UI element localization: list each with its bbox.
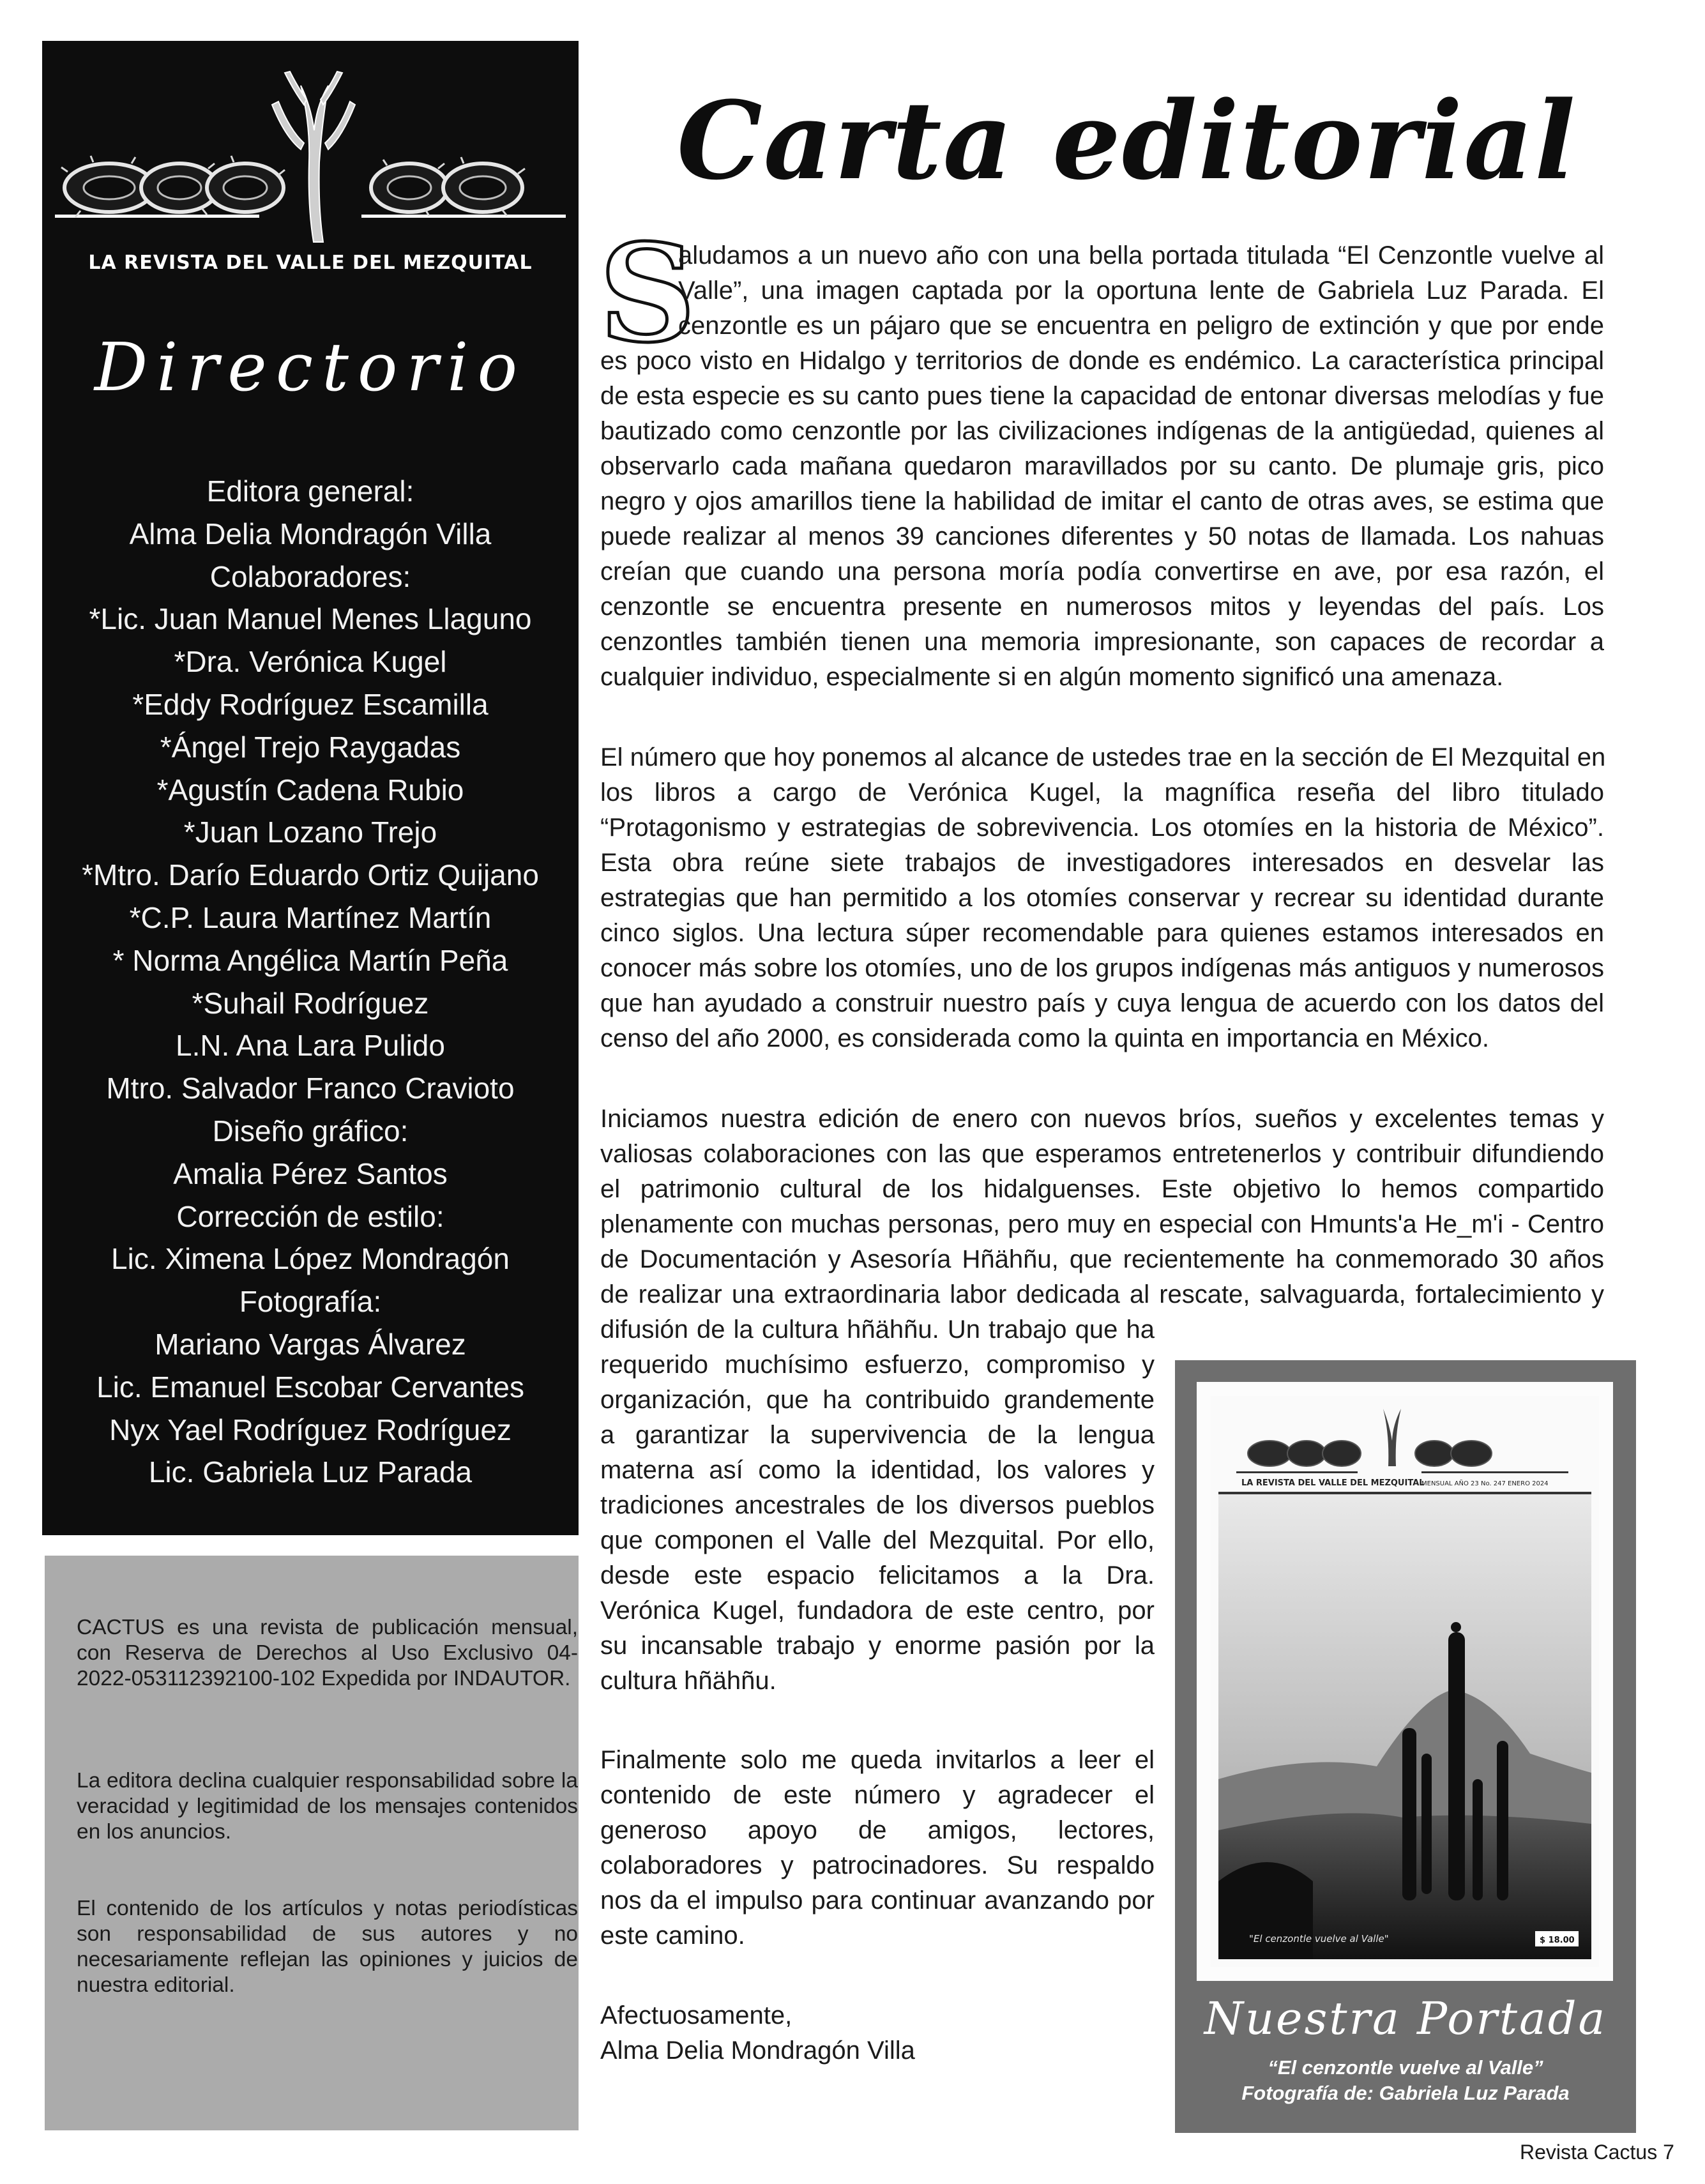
cover-image — [1211, 1396, 1599, 1967]
article-line: estrategias que han permitido a los otomíes conservar y recrear su identidad durante — [600, 884, 1604, 912]
article-line: Alma Delia Mondragón Villa — [600, 2036, 915, 2065]
article-line: contenido de este número y agradecer el — [600, 1781, 1155, 1809]
cactus-logo-graphic — [42, 66, 579, 258]
article-line: creían que cuando una persona moría podía convertirse en ave, por esa razón, el — [600, 557, 1604, 586]
article-line: “Protagonismo y estrategias de sobrevivencia. Los otomíes en la historia de México”. — [600, 814, 1604, 842]
article-line: negro y ojos amarillos tiene la habilidad de imitar el canto de otras aves, se estima que — [600, 487, 1604, 515]
directory-list — [42, 470, 579, 1494]
article-line: cenzontles también tienen una memoria impresionante, son capaces de recordar a — [600, 628, 1604, 656]
article-line: El número que hoy ponemos al alcance de ustedes trae en la sección de El Mezquital en — [600, 743, 1606, 771]
directory-entry: Diseño gráfico: — [212, 1114, 409, 1148]
article-line: generoso apoyo de amigos, lectores, — [600, 1816, 1155, 1844]
directory-entry: *Dra. Verónica Kugel — [174, 645, 447, 679]
directory-entry: *C.P. Laura Martínez Martín — [129, 900, 492, 934]
article-line: cualquier individuo, especialmente si en algún momento significó una amenaza. — [600, 663, 1504, 691]
masthead-tagline: LA REVISTA DEL VALLE DEL MEZQUITAL — [88, 252, 533, 274]
article-line: materna así como la identidad, los valores y — [600, 1456, 1155, 1484]
article-line: conocer más sobre los otomíes, uno de los grupos indígenas más antiguos y numerosos — [600, 954, 1604, 982]
cover-price: $ 18.00 — [1540, 1936, 1575, 1945]
directory-entry: Amalia Pérez Santos — [173, 1156, 448, 1190]
directory-entry: *Agustín Cadena Rubio — [156, 773, 464, 807]
article-line: valiosas colaboraciones con las que esperamos entretenerlos y contribuir difundiendo — [600, 1140, 1604, 1168]
article-line: Iniciamos nuestra edición de enero con nuevos bríos, sueños y excelentes temas y — [600, 1105, 1604, 1133]
legal-paragraph-disclaimer: La editora declina cualquier responsabilidad sobre la veracidad y legitimidad de los mensajes contenidos en los anuncios. — [77, 1769, 578, 1844]
directory-entry: Mariano Vargas Álvarez — [155, 1327, 466, 1361]
cover-panel — [1175, 1360, 1636, 2133]
article-line: organización, que ha contribuido grandemente — [600, 1386, 1155, 1414]
directory-entry: *Eddy Rodríguez Escamilla — [132, 687, 489, 721]
article-line: desde este espacio felicitamos a la Dra. — [600, 1561, 1155, 1589]
article-line: difusión de la cultura hñähñu. Un trabajo que ha — [600, 1316, 1155, 1344]
legal-info-box — [45, 1556, 579, 2130]
cover-caption — [1175, 2055, 1636, 2106]
article-line: cenzontle se encuentra presente en numerosos mitos y leyendas del país. Los — [600, 593, 1604, 621]
article-line: que han ayudado a construir nuestro país y cuya lengua de acuerdo con los datos del — [600, 989, 1604, 1017]
drop-cap: S — [599, 215, 696, 372]
directory-entry: *Mtro. Darío Eduardo Ortiz Quijano — [82, 858, 539, 892]
directory-entry: * Norma Angélica Martín Peña — [112, 943, 508, 977]
legal-paragraph-responsibility: El contenido de los artículos y notas periodísticas son responsabilidad de sus autores y no necesariamente reflejan las opiniones y juicios de nuestra editorial. — [77, 1897, 578, 1997]
article-line: que componen el Valle del Mezquital. Por ello, — [600, 1526, 1155, 1554]
cover-caption-credit: Fotografía de: Gabriela Luz Parada — [1241, 2082, 1570, 2104]
article-line: cenzontle es un pájaro que se encuentra en peligro de extinción y que por ende — [678, 312, 1604, 340]
directory-entry: L.N. Ana Lara Pulido — [176, 1029, 445, 1063]
directory-entry: Lic. Gabriela Luz Parada — [148, 1455, 473, 1489]
legal-paragraph-publication: CACTUS es una revista de publicación mensual, con Reserva de Derechos al Uso Exclusivo 04-2022-053112392100-102 Expedida por INDAUTOR. — [77, 1616, 578, 1690]
article-line: de Documentación y Asesoría Hñähñu, que recientemente ha conmemorado 30 años — [600, 1245, 1604, 1273]
directory-entry: Alma Delia Mondragón Villa — [129, 517, 492, 550]
article-line: de realizar una extraordinaria labor dedicada al rescate, salvaguarda, fortalecimiento y — [600, 1280, 1604, 1308]
article-line: nos da el impulso para continuar avanzando por — [600, 1886, 1155, 1915]
article-line: Verónica Kugel, fundadora de este centro, por — [600, 1596, 1155, 1625]
directory-entry: Colaboradores: — [209, 559, 411, 593]
article-line: Esta obra reúne siete trabajos de investigadores interesados en desvelar las — [600, 849, 1604, 877]
directory-entry: Corrección de estilo: — [176, 1199, 444, 1233]
page-title: Carta editorial — [677, 77, 1577, 204]
directory-title: Directorio — [94, 328, 527, 406]
article-line: Finalmente solo me queda invitarlos a leer el — [600, 1746, 1155, 1774]
cover-issue: MENSUAL AÑO 23 No. 247 ENERO 2024 — [1421, 1480, 1549, 1487]
directory-entry: Lic. Emanuel Escobar Cervantes — [96, 1370, 524, 1404]
cover-tagline: LA REVISTA DEL VALLE DEL MEZQUITAL — [1241, 1478, 1425, 1488]
article-line: puede realizar al menos 39 canciones diferentes y 50 notas de llamada. Los nahuas — [600, 522, 1604, 550]
article-line: Afectuosamente, — [600, 2001, 792, 2029]
article-line: es poco visto en Hidalgo y territorios de donde es endémico. La característica principal — [600, 347, 1604, 375]
cover-section-title: Nuestra Portada — [1204, 1992, 1607, 2045]
article-line: cultura hñähñu. — [600, 1667, 777, 1695]
article-line: cinco siglos. Una lectura súper recomendable para quienes estamos interesados en — [600, 919, 1604, 947]
article-line: colaboradores y patrocinadores. Su respaldo — [600, 1851, 1155, 1879]
article-line: su incansable trabajo y enorme pasión por la — [600, 1632, 1155, 1660]
article-line: aludamos a un nuevo año con una bella portada titulada “El Cenzontle vuelve al — [678, 241, 1604, 269]
article-line: tradiciones ancestrales de los diversos pueblos — [600, 1491, 1155, 1519]
directory-entry: Fotografía: — [239, 1285, 382, 1319]
article-line: censo del año 2000, es considerada como la quinta en importancia en México. — [600, 1024, 1489, 1052]
article-line: este camino. — [600, 1922, 745, 1950]
article-line: observarlo cada mañana quedaron maravillados por su canto. De plumaje gris, pico — [600, 452, 1604, 480]
directory-entry: *Suhail Rodríguez — [192, 986, 429, 1020]
page-footer: Revista Cactus 7 — [1520, 2141, 1674, 2164]
article-line: plenamente con muchas personas, pero muy en especial con Hmunts'a He_m'i - Centro — [600, 1210, 1604, 1238]
directory-entry: Nyx Yael Rodríguez Rodríguez — [109, 1413, 512, 1446]
directory-entry: *Lic. Juan Manuel Menes Llaguno — [89, 602, 532, 636]
article-line: el patrimonio cultural de los hidalguenses. Este objetivo lo hemos compartido — [600, 1175, 1604, 1203]
article-line: requerido muchísimo esfuerzo, compromiso y — [600, 1351, 1155, 1379]
article-line: de esta especie es su canto pues tiene la capacidad de entonar diversas melodías y fue — [600, 382, 1604, 410]
article-line: los libros a cargo de Verónica Kugel, la magnífica reseña del libro titulado — [600, 778, 1604, 807]
cover-photo-caption: "El cenzontle vuelve al Valle" — [1249, 1933, 1389, 1945]
directory-entry: Mtro. Salvador Franco Cravioto — [106, 1072, 515, 1105]
directory-entry: Lic. Ximena López Mondragón — [111, 1242, 510, 1276]
directory-entry: Editora general: — [206, 474, 414, 508]
article-line: bautizado como cenzontle por las civilizaciones indígenas de la antigüedad, quienes al — [600, 417, 1604, 445]
cover-frame — [1197, 1382, 1613, 1981]
cactus-logo — [42, 66, 579, 252]
article-line: Valle”, una imagen captada por la oportuna lente de Gabriela Luz Parada. El — [678, 277, 1604, 305]
cover-caption-title: “El cenzontle vuelve al Valle” — [1268, 2056, 1543, 2079]
article-line: a garantizar la supervivencia de la lengua — [600, 1421, 1155, 1449]
directory-panel — [42, 41, 579, 1535]
directory-entry: *Ángel Trejo Raygadas — [160, 730, 461, 764]
directory-entry: *Juan Lozano Trejo — [183, 815, 437, 849]
